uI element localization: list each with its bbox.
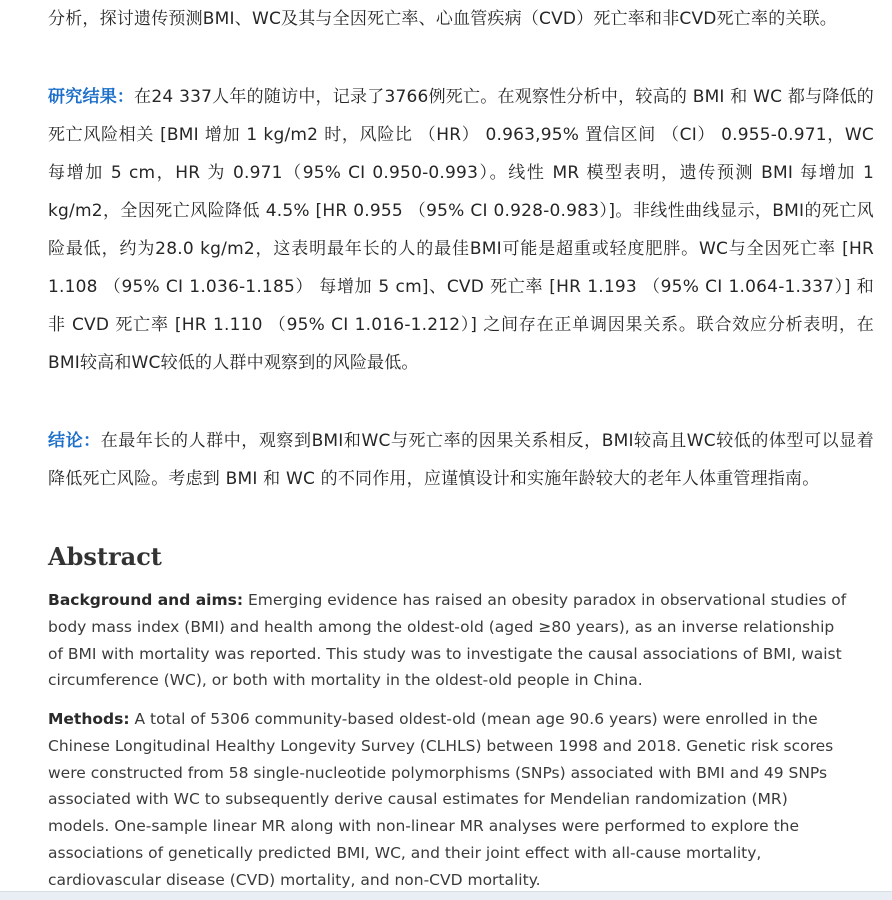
cn-intro-section bbox=[48, 0, 874, 38]
en-background-label: Background and aims: bbox=[48, 591, 244, 609]
en-background-text: Emerging evidence has raised an obesity paradox in observational studies of body mass index (BMI) and health among the oldest-old (aged ≥80 years), as an inverse relationship of BMI with mortality was reported. This study was to investigate the causal associations of BMI, waist circumference (WC), or both with mortality in the oldest-old people in China. bbox=[48, 591, 847, 690]
en-methods-text: A total of 5306 community-based oldest-old (mean age 90.6 years) were enrolled in the Chinese Longitudinal Healthy Longevity Survey (CLHLS) between 1998 and 2018. Genetic risk scores were constructed from 58 single-nucleotide polymorphisms (SNPs) associated with BMI and 49 SNPs associated with WC to subsequently derive causal estimates for Mendelian randomization (MR) models. One-sample linear MR along with non-linear MR analyses were performed to explore the associations of genetically predicted BMI, WC, and their joint effect with all-cause mortality, cardiovascular disease (CVD) mortality, and non-CVD mortality. bbox=[48, 710, 834, 889]
abstract-heading: Abstract bbox=[48, 542, 162, 571]
cn-results-text: 在24 337人年的随访中，记录了3766例死亡。在观察性分析中，较高的 BMI 和 WC 都与降低的死亡风险相关 [BMI 增加 1 kg/m2 时，风险比 （HR） 0.963,95% 置信区间 （CI） 0.955-0.971，WC 每增加 5 cm，HR 为 0.971（95% CI 0.950-0.993）。线性 MR 模型表明，遗传预测 BMI 每增加 1 kg/m2，全因死亡风险降低 4.5% [HR 0.955 （95% CI 0.928-0.983）]。非线性曲线显示，BMI的死亡风险最低，约为28.0 kg/m2，这表明最年长的人的最佳BMI可能是超重或轻度肥胖。WC与全因死亡率 [HR 1.108 （95% CI 1.036-1.185） 每增加 5 cm]、CVD 死亡率 [HR 1.193 （95% CI 1.064-1.337）] 和非 CVD 死亡率 [HR 1.110 （95% CI 1.016-1.212）] 之间存在正单调因果关系。联合效应分析表明，在BMI较高和WC较低的人群中观察到的风险最低。 bbox=[48, 87, 874, 373]
cn-conclusion-section bbox=[48, 422, 874, 498]
en-methods-label: Methods: bbox=[48, 710, 130, 728]
cn-conclusion-label: 结论： bbox=[48, 431, 101, 451]
cn-results-section bbox=[48, 78, 874, 382]
en-background-paragraph bbox=[48, 587, 848, 694]
cn-intro-text: 分析，探讨遗传预测BMI、WC及其与全因死亡率、心血管疾病（CVD）死亡率和非CVD死亡率的关联。 bbox=[48, 9, 838, 29]
cn-conclusion-paragraph bbox=[48, 422, 874, 498]
bottom-scroll-edge bbox=[0, 891, 892, 900]
en-methods-paragraph bbox=[48, 706, 848, 894]
cn-results-paragraph bbox=[48, 78, 874, 382]
cn-conclusion-text: 在最年长的人群中，观察到BMI和WC与死亡率的因果关系相反，BMI较高且WC较低的体型可以显着降低死亡风险。考虑到 BMI 和 WC 的不同作用，应谨慎设计和实施年龄较大的老年人体重管理指南。 bbox=[48, 431, 874, 489]
cn-results-label: 研究结果： bbox=[48, 87, 135, 107]
